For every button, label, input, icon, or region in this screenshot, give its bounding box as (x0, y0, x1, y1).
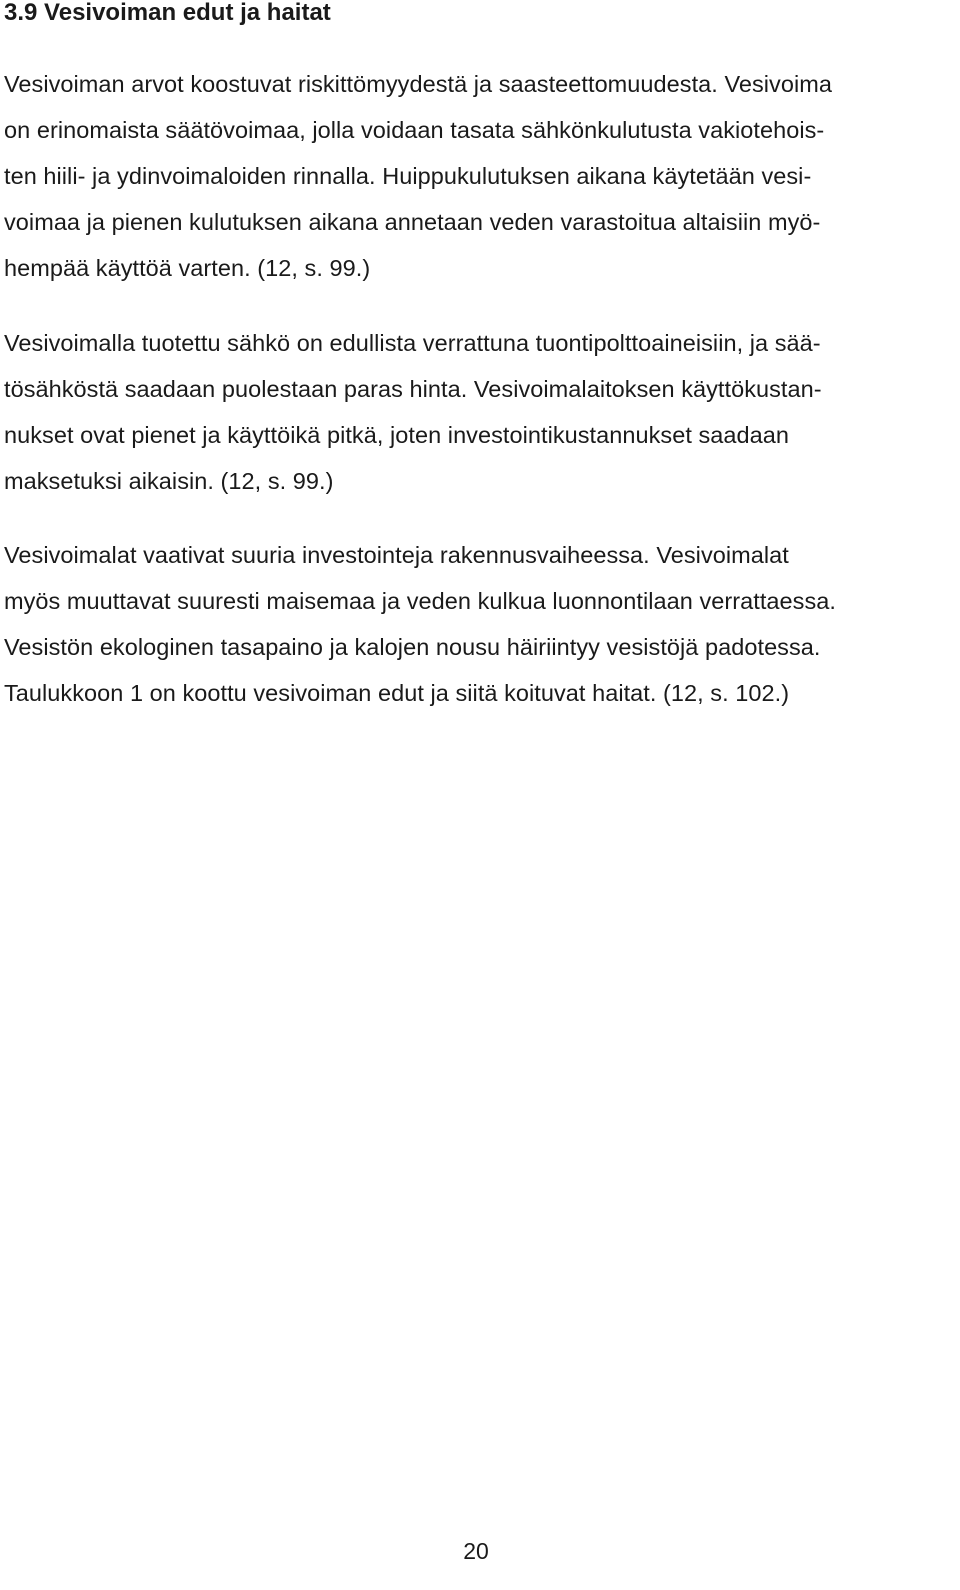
text-line: on erinomaista säätövoimaa, jolla voidaan tasata sähkönkulutusta vakiotehois- (4, 117, 825, 143)
text-line: maksetuksi aikaisin. (12, s. 99.) (4, 468, 334, 494)
text-line: nukset ovat pienet ja käyttöikä pitkä, joten investointikustannukset saadaan (4, 422, 790, 448)
text-line: Vesivoimalla tuotettu sähkö on edullista verrattuna tuontipolttoaineisiin, ja sää- (4, 330, 821, 356)
text-line: hempää käyttöä varten. (12, s. 99.) (4, 255, 371, 281)
text-line: Vesivoimalat vaativat suuria investointeja rakennusvaiheessa. Vesivoimalat (4, 542, 789, 568)
text-line: Taulukkoon 1 on koottu vesivoiman edut ja siitä koituvat haitat. (12, s. 102.) (4, 680, 790, 706)
paragraph-disadvantages (4, 532, 836, 716)
paragraph-advantages (4, 61, 832, 291)
text-line: Vesivoiman arvot koostuvat riskittömyydestä ja saasteettomuudesta. Vesivoima (4, 71, 832, 97)
text-line: tösähköstä saadaan puolestaan paras hinta. Vesivoimalaitoksen käyttökustan- (4, 376, 822, 402)
page-number: 20 (463, 1538, 489, 1564)
text-line: ten hiili- ja ydinvoimaloiden rinnalla. Huippukulutuksen aikana käytetään vesi- (4, 163, 812, 189)
paragraph-economics (4, 320, 822, 504)
text-line: Vesistön ekologinen tasapaino ja kalojen nousu häiriintyy vesistöjä padotessa. (4, 634, 821, 660)
section-heading: 3.9 Vesivoiman edut ja haitat (4, 0, 331, 26)
text-line: voimaa ja pienen kulutuksen aikana annetaan veden varastoitua altaisiin myö- (4, 209, 821, 235)
text-line: myös muuttavat suuresti maisemaa ja veden kulkua luonnontilaan verrattaessa. (4, 588, 836, 614)
